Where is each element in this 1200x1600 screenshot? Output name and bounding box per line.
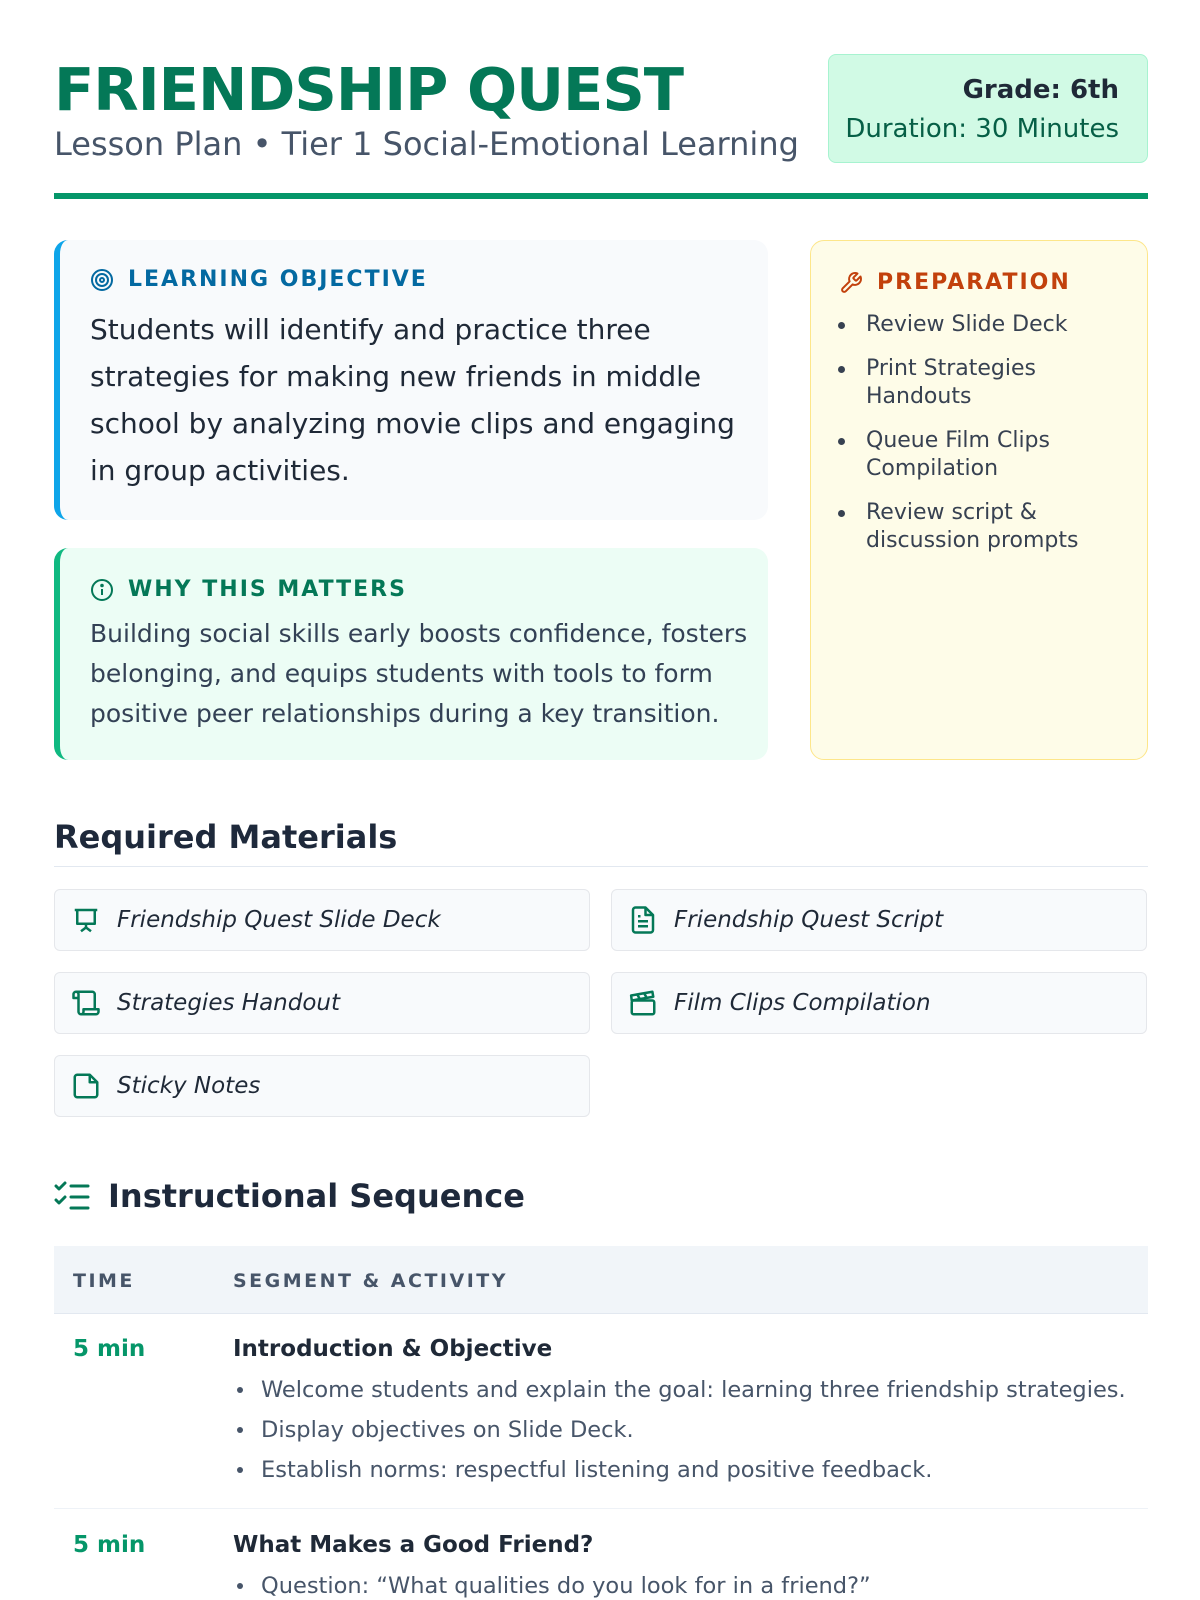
preparation-heading [839, 269, 1071, 297]
material-item [54, 1055, 590, 1117]
activity-item: Question: “What qualities do you look for in a friend?” [261, 1566, 871, 1600]
why-label: WHY THIS MATTERS [128, 577, 407, 602]
why-this-matters-card [54, 548, 768, 760]
material-label: Strategies Handout [117, 990, 341, 1016]
duration-label: Duration: 30 Minutes [845, 114, 1119, 144]
grade-label: Grade: 6th [962, 75, 1119, 105]
material-item [54, 972, 590, 1034]
page-subtitle: Lesson Plan • Tier 1 Social-Emotional Learning [54, 125, 799, 163]
column-header-segment: SEGMENT & ACTIVITY [233, 1270, 508, 1292]
table-row [54, 1509, 1148, 1600]
row-time: 5 min [73, 1336, 146, 1362]
scroll-icon [71, 988, 101, 1018]
activity-item: Establish norms: respectful listening and positive feedback. [261, 1450, 1126, 1490]
clapperboard-icon [628, 988, 658, 1018]
material-item [611, 972, 1147, 1034]
target-icon [90, 268, 114, 292]
objective-heading [90, 266, 428, 294]
page-title: FRIENDSHIP QUEST [54, 55, 684, 124]
preparation-item: Print Strategies Handouts [866, 355, 1136, 411]
lesson-header [54, 52, 1148, 202]
activity-item: Welcome students and explain the goal: learning three friendship strategies. [261, 1370, 1126, 1410]
material-label: Friendship Quest Script [674, 907, 944, 933]
preparation-item: Review script & discussion prompts [866, 499, 1136, 555]
why-heading [90, 576, 407, 604]
objective-label: LEARNING OBJECTIVE [128, 267, 428, 292]
checklist-icon [54, 1180, 90, 1214]
why-text: Building social skills early boosts confidence, fosters belonging, and equips students with tools to form positive peer relationships during a key transition. [90, 619, 748, 728]
preparation-list [866, 311, 1136, 571]
sticky-note-icon [71, 1071, 101, 1101]
sequence-table-header [54, 1246, 1148, 1314]
material-label: Friendship Quest Slide Deck [117, 907, 441, 933]
lesson-plan-page [54, 0, 1148, 1600]
materials-title: Required Materials [54, 818, 398, 856]
preparation-card [810, 240, 1148, 760]
row-segment: Introduction & Objective [233, 1336, 553, 1362]
material-item [611, 889, 1147, 951]
material-label: Film Clips Compilation [674, 990, 931, 1016]
presentation-icon [71, 905, 101, 935]
materials-divider [54, 866, 1148, 867]
preparation-item: Review Slide Deck [866, 311, 1136, 339]
activity-list [261, 1370, 1126, 1490]
activity-item: Display objectives on Slide Deck. [261, 1410, 1126, 1450]
row-time: 5 min [73, 1532, 146, 1558]
row-segment: What Makes a Good Friend? [233, 1532, 594, 1558]
activity-list [261, 1566, 871, 1600]
learning-objective-card [54, 240, 768, 520]
material-item [54, 889, 590, 951]
grade-duration-badge [828, 54, 1148, 163]
preparation-item: Queue Film Clips Compilation [866, 427, 1136, 483]
table-row [54, 1314, 1148, 1508]
header-divider [54, 193, 1148, 199]
preparation-label: PREPARATION [877, 270, 1071, 295]
document-icon [628, 905, 658, 935]
column-header-time: TIME [73, 1270, 135, 1292]
wrench-icon [839, 271, 863, 295]
material-label: Sticky Notes [117, 1073, 261, 1099]
objective-text: Students will identify and practice three strategies for making new friends in middle school by analyzing movie clips and engaging in group activities. [90, 313, 735, 487]
sequence-title: Instructional Sequence [108, 1177, 525, 1215]
info-icon [90, 578, 114, 602]
